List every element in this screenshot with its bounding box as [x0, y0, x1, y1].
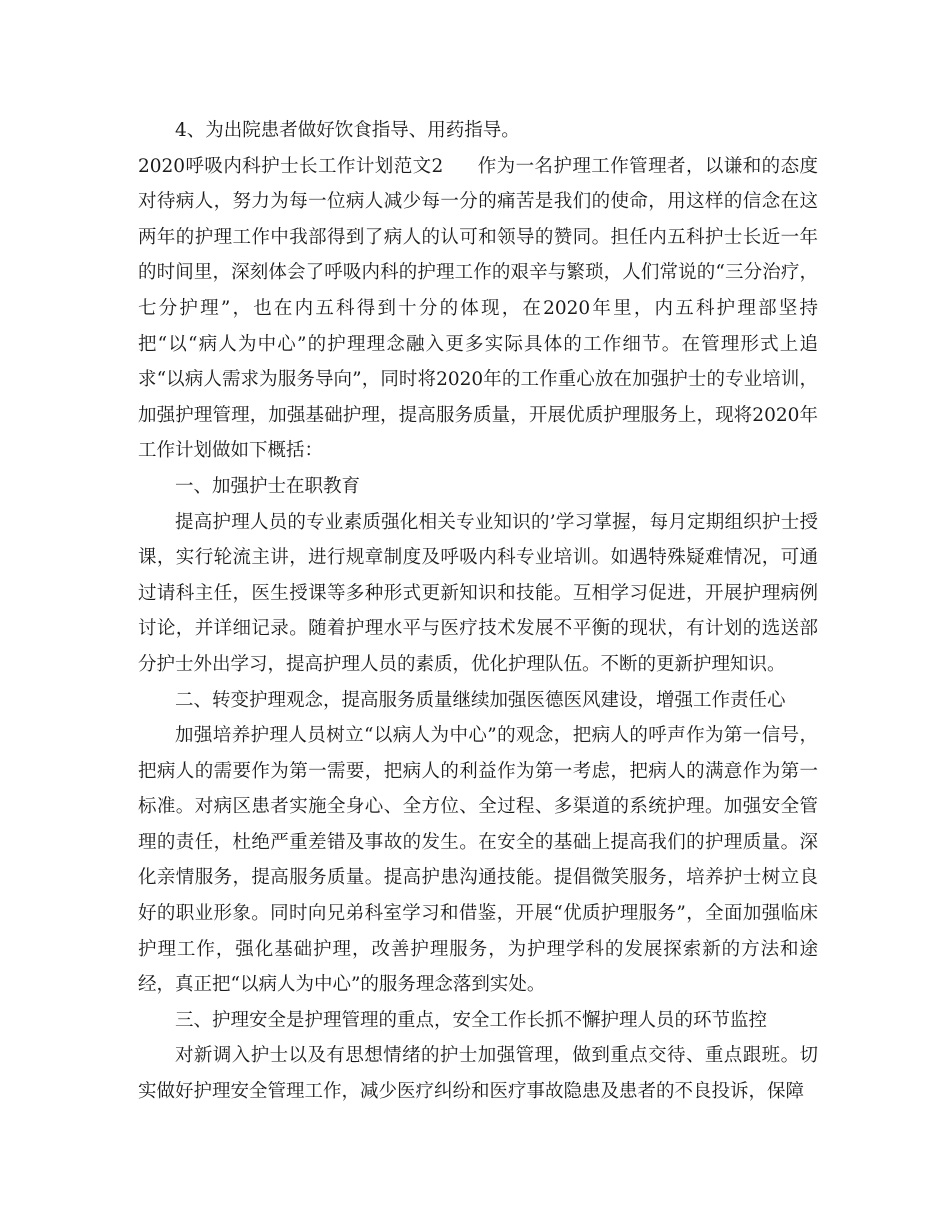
intro-paragraph: [138, 149, 818, 469]
list-item-4: 4、为出院患者做好饮食指导、用药指导。: [175, 120, 520, 141]
section-3-body: 对新调入护士以及有思想情绪的护士加强管理，做到重点交待、重点跟班。切实做好护理安全管理工作，减少医疗纠纷和医疗事故隐患及患者的不良投诉，保障: [138, 1045, 818, 1103]
document-body: [138, 113, 818, 1110]
section-2-body: 加强培养护理人员树立“以病人为中心”的观念，把病人的呼声作为第一信号，把病人的需要作为第一需要，把病人的利益作为第一考虑，把病人的满意作为第一标准。对病区患者实施全身心、全方位、全过程、多渠道的系统护理。加强安全管理的责任，杜绝严重差错及事故的发生。在安全的基础上提高我们的护理质量。深化亲情服务，提高服务质量。提高护患沟通技能。提倡微笑服务，培养护士树立良好的职业形象。同时向兄弟科室学习和借鉴，开展“优质护理服务”，全面加强临床护理工作，强化基础护理，改善护理服务，为护理学科的发展探索新的方法和途经，真正把“以病人为中心”的服务理念落到实处。: [138, 725, 818, 996]
section-1-body: 提高护理人员的专业素质强化相关专业知识的’学习掌握，每月定期组织护士授课，实行轮流主讲，进行规章制度及呼吸内科专业培训。如遇特殊疑难情况，可通过请科主任，医生授课等多种形式更新知识和技能。互相学习促进，开展护理病例讨论，并详细记录。随着护理水平与医疗技术发展不平衡的现状，有计划的选送部分护士外出学习，提高护理人员的素质，优化护理队伍。不断的更新护理知识。: [138, 511, 818, 675]
document-title: 2020呼吸内科护士长工作计划范文2: [138, 155, 444, 177]
intro-text: 作为一名护理工作管理者，以谦和的态度对待病人，努力为每一位病人减少每一分的痛苦是我们的使命，用这样的信念在这两年的护理工作中我部得到了病人的认可和领导的赞同。担任内五科护士长近一年的时间里，深刻体会了呼吸内科的护理工作的艰辛与繁琐，人们常说的“三分治疗，七分护理”，也在内五科得到十分的体现，在2020年里，内五科护理部坚持把“以“病人为中心”的护理理念融入更多实际具体的工作细节。在管理形式上追求“以病人需求为服务导向”，同时将2020年的工作重心放在加强护士的专业培训，加强护理管理，加强基础护理，提高服务质量，开展优质护理服务上，现将2020年工作计划做如下概括：: [138, 155, 818, 462]
section-2-heading: 二、转变护理观念，提高服务质量继续加强医德医风建设，增强工作责任心: [175, 689, 786, 711]
section-1-heading: 一、加强护士在职教育: [175, 475, 361, 497]
section-3-heading: 三、护理安全是护理管理的重点，安全工作长抓不懈护理人员的环节监控: [175, 1009, 768, 1031]
